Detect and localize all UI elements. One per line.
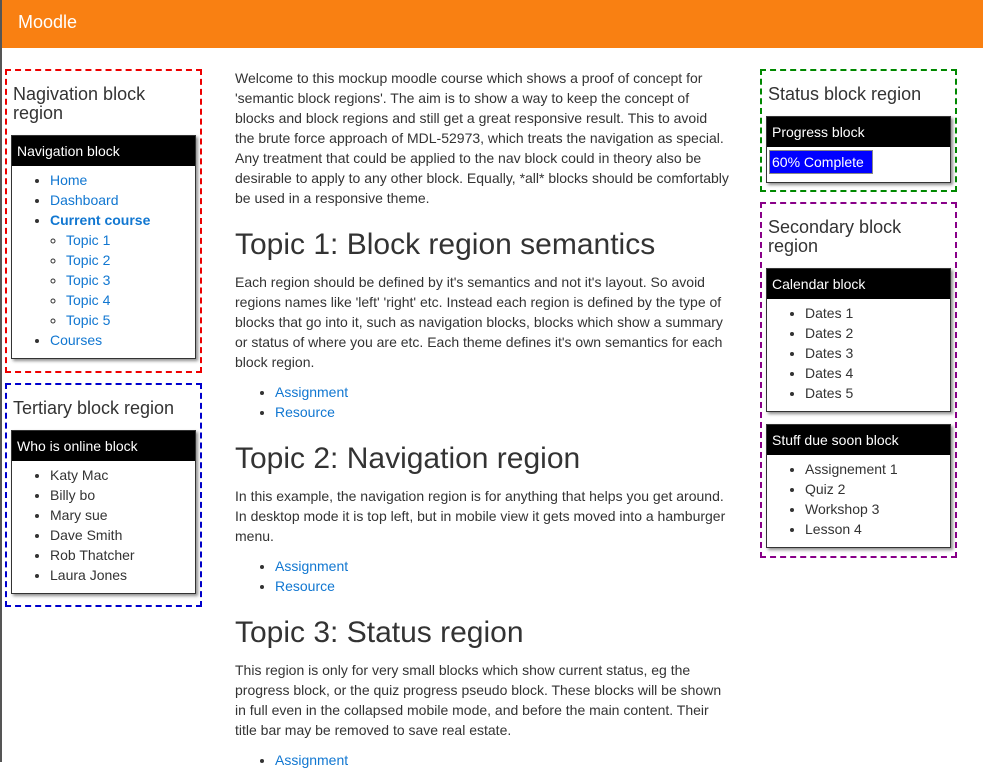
calendar-date-list xyxy=(767,299,950,411)
nav-link-dashboard[interactable]: Dashboard xyxy=(50,192,119,208)
activity-link-assignment[interactable]: Assignment xyxy=(275,752,349,768)
progress-block xyxy=(766,116,951,183)
activity-link-resource[interactable]: Resource xyxy=(275,404,335,420)
nav-topic-list xyxy=(50,230,195,330)
who-is-online-block-title: Who is online block xyxy=(12,431,195,461)
calendar-date: • Dates 3 xyxy=(805,343,950,363)
nav-item-courses xyxy=(50,330,195,350)
progress-wrap xyxy=(767,147,950,182)
due-item: • Workshop 3 xyxy=(805,499,950,519)
stuff-due-soon-block-title: Stuff due soon block xyxy=(767,425,950,455)
navigation-block xyxy=(11,135,196,359)
activity-item xyxy=(275,750,730,770)
nav-item-topic xyxy=(66,230,195,250)
online-user: • Laura Jones xyxy=(50,565,195,585)
nav-item-topic xyxy=(66,310,195,330)
topic-activity-list xyxy=(235,382,730,422)
online-user: • Rob Thatcher xyxy=(50,545,195,565)
topic-heading: Topic 2: Navigation region xyxy=(235,442,581,475)
calendar-block xyxy=(766,268,951,412)
nav-link-topic-5[interactable]: Topic 5 xyxy=(66,312,111,328)
due-item: • Quiz 2 xyxy=(805,479,950,499)
calendar-date: • Dates 5 xyxy=(805,383,950,403)
calendar-date: • Dates 1 xyxy=(805,303,950,323)
site-brand[interactable]: Moodle xyxy=(18,12,78,32)
progress-bar: 60% Complete xyxy=(769,150,873,174)
nav-item-topic xyxy=(66,250,195,270)
nav-item-dashboard xyxy=(50,190,195,210)
topic-heading: Topic 3: Status region xyxy=(235,616,524,649)
navigation-block-region xyxy=(5,69,202,373)
topic-activity-list xyxy=(235,556,730,596)
activity-item xyxy=(275,556,730,576)
topic-body: This region is only for very small blocks which show current status, eg the progress block, or the quiz progress pseudo block. These blocks will be shown in full even in the collapsed mobile mode, and before the main content. Their title bar may be removed to save real estate. xyxy=(235,662,722,738)
calendar-date: • Dates 2 xyxy=(805,323,950,343)
activity-link-resource[interactable]: Resource xyxy=(275,578,335,594)
secondary-block-region xyxy=(760,202,957,558)
navigation-tree xyxy=(12,166,195,358)
topic-heading: Topic 1: Block region semantics xyxy=(235,228,656,261)
online-user: • Billy bo xyxy=(50,485,195,505)
tertiary-region-title: Tertiary block region xyxy=(13,398,175,418)
nav-link-home[interactable]: Home xyxy=(50,172,88,188)
nav-link-courses[interactable]: Courses xyxy=(50,332,103,348)
tertiary-block-region xyxy=(5,383,202,607)
nav-link-topic-4[interactable]: Topic 4 xyxy=(66,292,111,308)
nav-item-topic xyxy=(66,270,195,290)
stuff-due-soon-block xyxy=(766,424,951,548)
online-user: • Dave Smith xyxy=(50,525,195,545)
nav-item-home xyxy=(50,170,195,190)
activity-link-assignment[interactable]: Assignment xyxy=(275,558,349,574)
nav-item-current-course xyxy=(50,210,195,330)
course-intro: Welcome to this mockup moodle course which shows a proof of concept for 'semantic block regions'. The aim is to show a way to keep the concept of blocks and block regions and still get a great responsive result. This to avoid the brute force approach of MDL-52973, which treats the navigation as special. Any treatment that could be applied to the nav block could in theory also be desirable to apply to any other block. Equally, *all* blocks should be comfortably be used in a responsive theme. xyxy=(235,70,729,206)
nav-link-topic-1[interactable]: Topic 1 xyxy=(66,232,111,248)
topic-activity-list xyxy=(235,750,730,770)
online-user: • Katy Mac xyxy=(50,465,195,485)
main-content xyxy=(235,68,730,780)
online-user-list xyxy=(12,461,195,593)
activity-item xyxy=(275,382,730,402)
online-user: • Mary sue xyxy=(50,505,195,525)
status-region-title: Status block region xyxy=(768,84,922,104)
nav-item-topic xyxy=(66,290,195,310)
due-item: • Assignement 1 xyxy=(805,459,950,479)
nav-link-topic-2[interactable]: Topic 2 xyxy=(66,252,111,268)
calendar-block-title: Calendar block xyxy=(767,269,950,299)
who-is-online-block xyxy=(11,430,196,594)
navigation-block-title: Navigation block xyxy=(12,136,195,166)
secondary-region-title: Secondary block region xyxy=(768,217,902,256)
site-navbar xyxy=(2,0,983,48)
navigation-region-title: Nagivation block region xyxy=(13,84,146,123)
topic-body: In this example, the navigation region is for anything that helps you get around. In desktop mode it is top left, but in mobile view it gets moved into a hamburger menu. xyxy=(235,488,726,544)
status-block-region xyxy=(760,69,957,192)
due-item-list xyxy=(767,455,950,547)
progress-block-title: Progress block xyxy=(767,117,950,147)
activity-link-assignment[interactable]: Assignment xyxy=(275,384,349,400)
activity-item xyxy=(275,402,730,422)
nav-link-topic-3[interactable]: Topic 3 xyxy=(66,272,111,288)
activity-item xyxy=(275,576,730,596)
nav-link-current-course[interactable]: Current course xyxy=(50,212,151,228)
due-item: • Lesson 4 xyxy=(805,519,950,539)
calendar-date: • Dates 4 xyxy=(805,363,950,383)
topic-body: Each region should be defined by it's semantics and not it's layout. So avoid regions names like 'left' 'right' etc. Instead each region is defined by the type of blocks that go into it, such as navigation blocks, blocks which show a summary or status of where you are etc. Each theme defines it's own semantics for each block region. xyxy=(235,274,723,370)
